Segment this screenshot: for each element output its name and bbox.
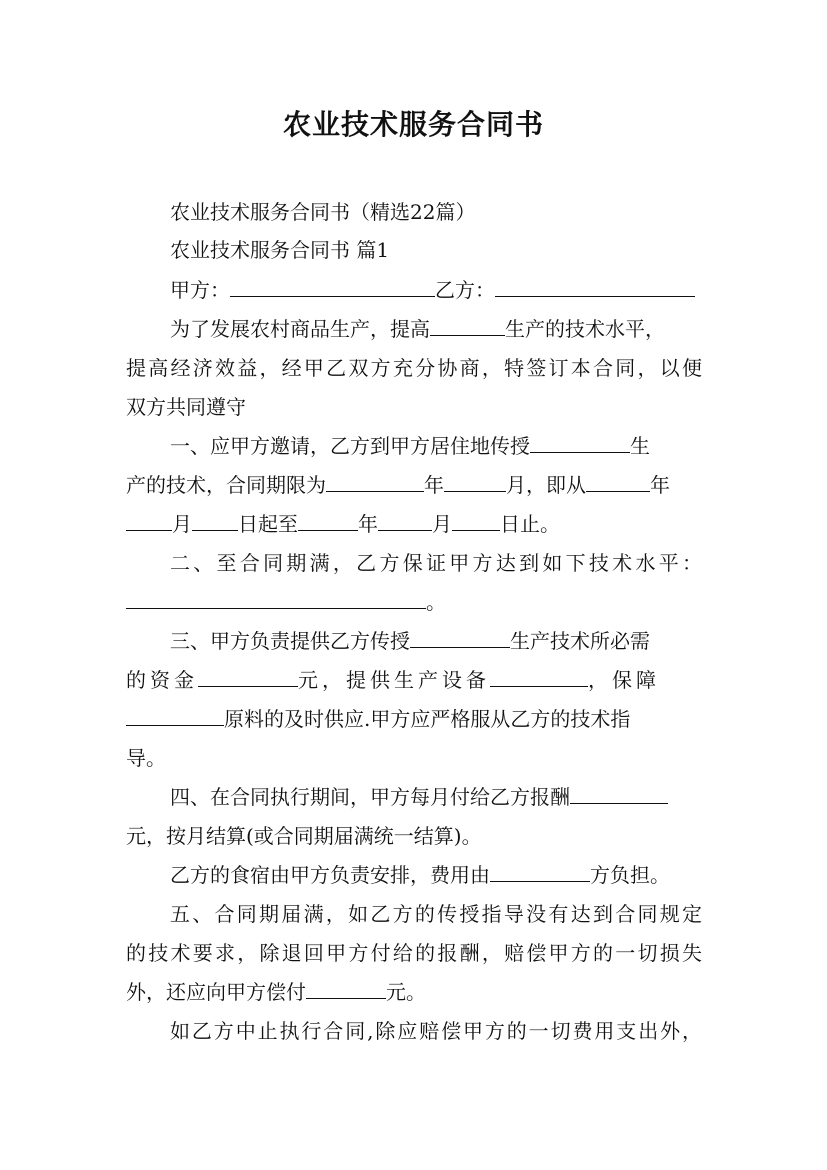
clause-text: 方负担。	[590, 863, 670, 887]
clause-3-line-4: 导。	[126, 746, 166, 770]
intro-text: 为了发展农村商品生产，提高	[170, 317, 430, 341]
intro-line-3: 双方共同遵守	[126, 395, 246, 419]
clause-text: 一、应甲方邀请，乙方到甲方居住地传授	[170, 434, 530, 458]
clause-text: 年	[650, 473, 670, 497]
blank	[452, 514, 500, 531]
party-b-blank	[495, 280, 695, 297]
document-title: 农业技术服务合同书	[282, 108, 544, 141]
clause-text: 生产技术所必需	[510, 629, 650, 653]
blank	[410, 631, 510, 648]
clause-text: ，保障	[588, 668, 660, 692]
blank	[192, 514, 238, 531]
clause-text: 。	[426, 590, 446, 614]
clause-text: 乙方的食宿由甲方负责安排，费用由	[170, 863, 490, 887]
clause-3-line-2	[126, 666, 660, 694]
blank	[198, 670, 298, 687]
clause-text: 年	[424, 473, 444, 497]
clause-text: 月	[172, 512, 192, 536]
document-subtitle: 农业技术服务合同书（精选22篇）	[170, 200, 476, 224]
blank	[430, 319, 505, 336]
party-a-label: 甲方：	[170, 278, 230, 302]
clause-5-line-2: 的技术要求，除退回甲方付给的报酬，赔偿甲方的一切损失	[126, 941, 702, 965]
clause-text: 产的技术，合同期限为	[126, 473, 326, 497]
blank	[490, 670, 588, 687]
clause-text: 的资金	[126, 668, 198, 692]
intro-text: 生产的技术水平，	[505, 317, 665, 341]
clause-text: 元。	[386, 980, 426, 1004]
blank	[126, 709, 224, 726]
clause-5-line-1: 五、合同期届满，如乙方的传授指导没有达到合同规定	[170, 902, 702, 926]
party-b-label: 乙方：	[435, 278, 495, 302]
blank	[378, 514, 432, 531]
clause-2-line-1: 二、至合同期满，乙方保证甲方达到如下技术水平：	[170, 551, 702, 575]
blank	[126, 592, 426, 609]
blank	[306, 982, 386, 999]
clause-4-line-1	[170, 783, 668, 811]
clause-4-line-3	[170, 861, 670, 889]
intro-line-2: 提高经济效益，经甲乙双方充分协商，特签订本合同，以便	[126, 356, 702, 380]
intro-line-1	[170, 315, 665, 343]
clause-3-line-1	[170, 627, 650, 655]
clause-5-line-3	[126, 978, 426, 1006]
parties-line	[170, 276, 695, 304]
clause-text: 日止。	[500, 512, 560, 536]
clause-3-line-3	[126, 705, 630, 733]
blank	[570, 787, 668, 804]
clause-1-line-2	[126, 471, 670, 499]
blank	[326, 475, 424, 492]
clause-text: 外，还应向甲方偿付	[126, 980, 306, 1004]
blank	[444, 475, 506, 492]
clause-4-line-2: 元，按月结算(或合同期届满统一结算)。	[126, 824, 482, 848]
clause-text: 三、甲方负责提供乙方传授	[170, 629, 410, 653]
blank	[586, 475, 650, 492]
blank	[530, 436, 630, 453]
clause-text: 月，即从	[506, 473, 586, 497]
clause-text: 原料的及时供应.甲方应严格服从乙方的技术指	[224, 707, 631, 731]
clause-text: 生	[630, 434, 650, 458]
clause-1-line-3	[126, 510, 560, 538]
clause-2-line-2	[126, 588, 446, 616]
party-a-blank	[230, 280, 435, 297]
clause-text: 年	[358, 512, 378, 536]
blank	[126, 514, 172, 531]
blank	[298, 514, 358, 531]
clause-text: 四、在合同执行期间，甲方每月付给乙方报酬	[170, 785, 570, 809]
article-heading: 农业技术服务合同书 篇1	[170, 238, 390, 262]
clause-text: 月	[432, 512, 452, 536]
blank	[490, 865, 590, 882]
clause-1-line-1	[170, 432, 650, 460]
clause-6-line-1: 如乙方中止执行合同,除应赔偿甲方的一切费用支出外，	[170, 1019, 702, 1043]
clause-text: 元，提供生产设备	[298, 668, 490, 692]
clause-text: 日起至	[238, 512, 298, 536]
